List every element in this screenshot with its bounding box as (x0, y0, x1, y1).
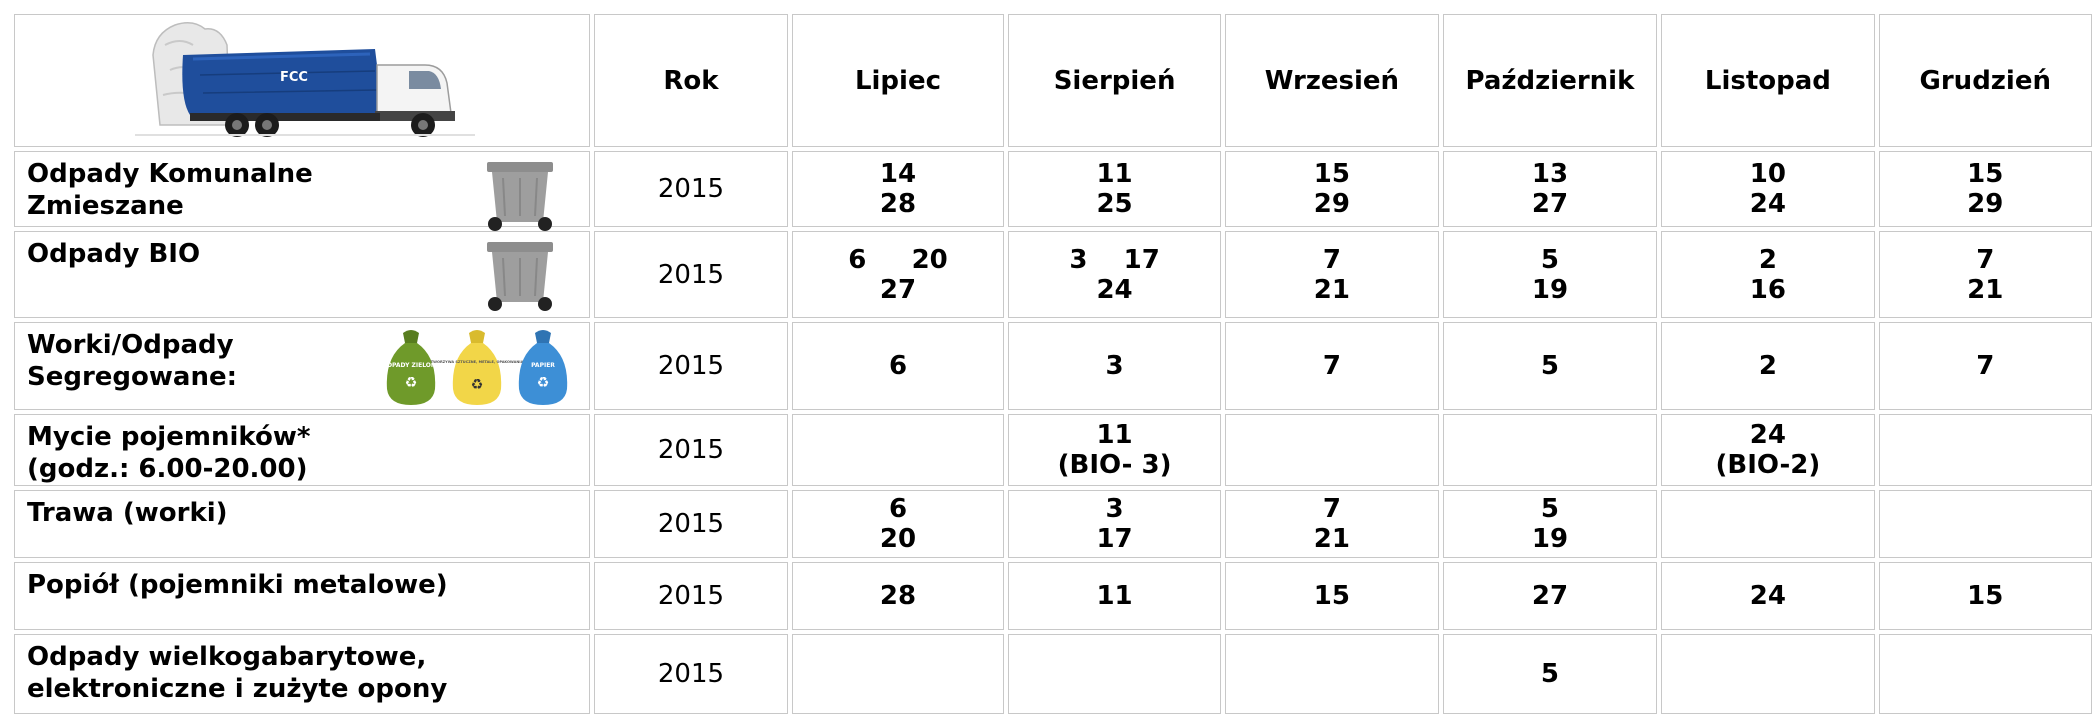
date-line1: 6 (888, 351, 908, 381)
date-line2: 19 (1531, 524, 1569, 554)
date-cell (1879, 634, 2092, 714)
recycle-icon: ♻ (536, 375, 550, 391)
garbage-truck-image (15, 15, 589, 139)
date-cell (1661, 322, 1874, 410)
date-line1: 28 (879, 581, 917, 611)
row-label-line1: Trawa (worki) (27, 498, 228, 528)
date-line1: 11 (1096, 420, 1133, 450)
table-row (14, 562, 2092, 630)
date-line2: 28 (879, 189, 917, 219)
date-line1: 7 (1322, 351, 1341, 381)
date-cell (1879, 322, 2092, 410)
row-label-grass (14, 490, 590, 558)
table-row (14, 414, 2092, 486)
row-label-line2: Segregowane: (27, 362, 238, 392)
blue-bag-icon (513, 327, 573, 407)
row-label-line2: elektroniczne i zużyte opony (27, 674, 448, 704)
recycle-icon: ♻ (404, 375, 418, 391)
date-line1: 7 (1322, 244, 1341, 275)
row-label-segregated-waste (14, 322, 590, 410)
date-cell (792, 562, 1004, 630)
row-label-line1: Worki/Odpady (27, 330, 234, 360)
month-header-3: Wrzesień (1225, 14, 1439, 147)
row-label-bulky-waste (14, 634, 590, 714)
year-cell: 2015 (594, 490, 788, 558)
row-label-bin-washing (14, 414, 590, 486)
date-line2: 21 (1967, 274, 2004, 305)
row-label-line1: Odpady Komunalne (27, 159, 313, 189)
date-cell (1225, 322, 1439, 410)
date-line2: (BIO- 3) (1057, 450, 1172, 480)
date-cell (1661, 562, 1874, 630)
date-line2: 29 (1313, 189, 1350, 219)
month-header-1: Lipiec (792, 14, 1004, 147)
date-line1: 5 (1540, 659, 1559, 689)
date-cell (1661, 634, 1874, 714)
date-cell (1008, 151, 1221, 227)
date-line1: 11 (1096, 159, 1133, 189)
date-line1: 15 (1313, 581, 1350, 611)
date-cell (1008, 231, 1221, 318)
date-line1: 3 17 (1069, 244, 1160, 275)
header-row (14, 14, 2092, 147)
date-line2: 27 (879, 274, 917, 305)
table-row (14, 634, 2092, 714)
date-line2: 25 (1096, 189, 1133, 219)
year-cell: 2015 (594, 414, 788, 486)
date-line1: 15 (1313, 159, 1350, 189)
date-cell (1661, 151, 1874, 227)
grey-bin-icon (483, 240, 559, 312)
date-line1: 13 (1531, 159, 1569, 189)
date-cell (792, 414, 1004, 486)
date-line2: 16 (1749, 274, 1786, 305)
date-line1: 15 (1967, 581, 2004, 611)
date-line1: 5 (1540, 494, 1559, 524)
date-cell (1879, 414, 2092, 486)
date-line2: 19 (1531, 274, 1569, 305)
date-cell (1225, 490, 1439, 558)
date-cell (1008, 634, 1221, 714)
date-line2: 17 (1096, 524, 1133, 554)
date-cell (792, 490, 1004, 558)
date-cell (1443, 414, 1658, 486)
date-line1: 2 (1758, 244, 1777, 275)
year-cell: 2015 (594, 231, 788, 318)
month-header-4: Październik (1443, 14, 1658, 147)
date-cell (1443, 231, 1658, 318)
truck-brand-logo: FCC (280, 70, 308, 85)
bag-label: ODPADY ZIELONE (381, 362, 441, 369)
recycle-icon: ♻ (470, 377, 484, 393)
date-cell (1879, 562, 2092, 630)
date-line1: 7 (1322, 494, 1341, 524)
date-line1: 27 (1531, 581, 1569, 611)
month-header-6: Grudzień (1879, 14, 2092, 147)
date-line1: 5 (1540, 244, 1559, 275)
row-label-line1: Odpady wielkogabarytowe, (27, 642, 427, 672)
date-cell (1008, 562, 1221, 630)
green-bag-icon (381, 327, 441, 407)
bag-label: PAPIER (531, 362, 555, 369)
year-cell: 2015 (594, 151, 788, 227)
truck-image-cell (14, 14, 590, 147)
date-cell (1225, 562, 1439, 630)
row-label-line1: Odpady BIO (27, 239, 201, 269)
date-line2: 20 (879, 524, 917, 554)
date-cell (1443, 322, 1658, 410)
date-line1: 15 (1967, 159, 2004, 189)
date-cell (792, 634, 1004, 714)
year-header: Rok (594, 14, 788, 147)
date-cell (1443, 490, 1658, 558)
date-cell (1443, 562, 1658, 630)
date-line1: 14 (879, 159, 917, 189)
date-line1: 3 (1105, 494, 1124, 524)
date-line1: 24 (1749, 581, 1786, 611)
waste-schedule-table (10, 10, 2096, 718)
date-cell (1443, 151, 1658, 227)
month-header-5: Listopad (1661, 14, 1874, 147)
table-row (14, 231, 2092, 318)
date-cell (1443, 634, 1658, 714)
date-line2: 29 (1967, 189, 2004, 219)
table-row (14, 322, 2092, 410)
date-cell (1661, 490, 1874, 558)
date-cell (792, 151, 1004, 227)
date-line1: 7 (1976, 351, 1995, 381)
date-cell (1879, 490, 2092, 558)
row-label-line1: Mycie pojemników* (27, 422, 311, 452)
date-cell (792, 322, 1004, 410)
date-line1: 11 (1096, 581, 1133, 611)
date-line1: 24 (1749, 420, 1786, 450)
date-line1: 3 (1105, 351, 1124, 381)
yellow-bag-icon (430, 327, 524, 407)
date-cell (1008, 322, 1221, 410)
date-cell (1661, 231, 1874, 318)
table-row (14, 151, 2092, 227)
row-label-line1: Popiół (pojemniki metalowe) (27, 570, 448, 600)
year-cell: 2015 (594, 562, 788, 630)
date-cell (1008, 414, 1221, 486)
date-line1: 5 (1540, 351, 1559, 381)
date-line2: (BIO-2) (1715, 450, 1821, 480)
date-cell (1225, 231, 1439, 318)
date-line1: 6 20 (848, 244, 948, 275)
date-line2: 27 (1531, 189, 1569, 219)
row-label-mixed-waste (14, 151, 590, 227)
date-line2: 24 (1749, 189, 1786, 219)
date-cell (1879, 231, 2092, 318)
bag-label: TWORZYWA SZTUCZNE, METALE, OPAKOWANIA (430, 360, 524, 364)
date-line1: 6 (888, 494, 908, 524)
date-line1: 7 (1976, 244, 1995, 275)
recycling-bags (381, 327, 573, 407)
date-cell (1225, 151, 1439, 227)
date-line1: 10 (1749, 159, 1786, 189)
month-header-2: Sierpień (1008, 14, 1221, 147)
date-line2: 24 (1096, 274, 1133, 305)
row-label-line2: Zmieszane (27, 191, 184, 221)
date-cell (792, 231, 1004, 318)
date-cell (1225, 414, 1439, 486)
grey-bin-icon (483, 160, 559, 232)
table-row (14, 490, 2092, 558)
date-cell (1879, 151, 2092, 227)
date-cell (1225, 634, 1439, 714)
year-cell: 2015 (594, 322, 788, 410)
date-cell (1008, 490, 1221, 558)
date-line1: 2 (1758, 351, 1777, 381)
date-cell (1661, 414, 1874, 486)
row-label-bio-waste (14, 231, 590, 318)
row-label-ash (14, 562, 590, 630)
year-cell: 2015 (594, 634, 788, 714)
date-line2: 21 (1313, 274, 1350, 305)
row-label-line2: (godz.: 6.00-20.00) (27, 454, 308, 484)
date-line2: 21 (1313, 524, 1350, 554)
